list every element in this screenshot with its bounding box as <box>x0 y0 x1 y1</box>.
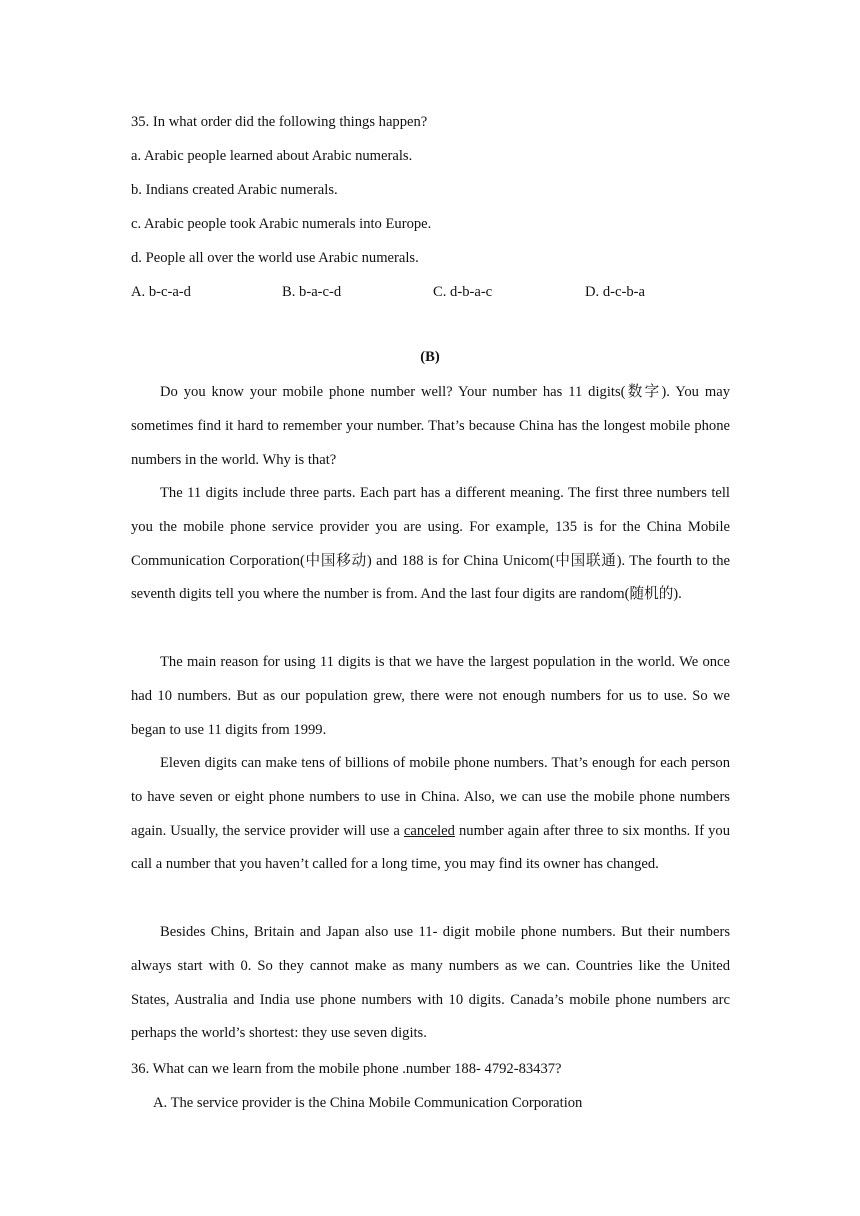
q35-item-d: d. People all over the world use Arabic numerals. <box>131 250 419 266</box>
q35-option-d: D. d-c-b-a <box>585 284 645 300</box>
q35-option-a: A. b-c-a-d <box>131 284 191 300</box>
q35-option-c: C. d-b-a-c <box>433 284 493 300</box>
q35-item-b: b. Indians created Arabic numerals. <box>131 182 338 198</box>
passage-paragraph-2: The 11 digits include three parts. Each part has a different meaning. The first three numbers tell you the mobile phone service provider you are using. For example, 135 is for the China Mobile Communication Corporation(中国移动) and 188 is for China Unicom(中国联通). The fourth to the seventh digits tell you where the number is from. And the last four digits are random(随机的). <box>131 485 730 603</box>
section-heading: (B) <box>420 349 440 365</box>
q35-item-a: a. Arabic people learned about Arabic numerals. <box>131 148 413 164</box>
passage-paragraph-1: Do you know your mobile phone number well? Your number has 11 digits(数字). You may sometimes find it hard to remember your number. That’s because China has the longest mobile phone numbers in the world. Why is that? <box>131 384 730 468</box>
q36-option-a: A. The service provider is the China Mobile Communication Corporation <box>153 1095 583 1111</box>
p4-text-before: Eleven digits can make tens of billions of mobile phone numbers. That’s enough for each person to have seven or eight phone numbers to use in China. Also, we can use the mobile phone numbers again. Usually, the service provider will use a <box>131 755 730 839</box>
passage-paragraph-5: Besides Chins, Britain and Japan also use 11- digit mobile phone numbers. But their numbers always start with 0. So they cannot make as many numbers as we can. Countries like the United States, Australia and India use phone numbers with 10 digits. Canada’s mobile phone numbers arc perhaps the world’s shortest: they use seven digits. <box>131 924 730 1042</box>
passage-paragraph-3: The main reason for using 11 digits is that we have the largest population in the world. We once had 10 numbers. But as our population grew, there were not enough numbers for us to use. So we began to use 11 digits from 1999. <box>131 654 730 738</box>
underlined-word: canceled <box>403 822 455 839</box>
q35-option-b: B. b-a-c-d <box>282 284 342 300</box>
question-35: 35. In what order did the following things happen? <box>131 114 428 130</box>
question-36: 36. What can we learn from the mobile phone .number 188- 4792-83437? <box>131 1061 562 1077</box>
p4-text-after: number again after three to six months. If you call a number that you haven’t called for a long time, you may find its owner has changed. <box>131 822 731 873</box>
passage-paragraph-4 <box>131 747 730 882</box>
q35-item-c: c. Arabic people took Arabic numerals into Europe. <box>131 216 432 232</box>
